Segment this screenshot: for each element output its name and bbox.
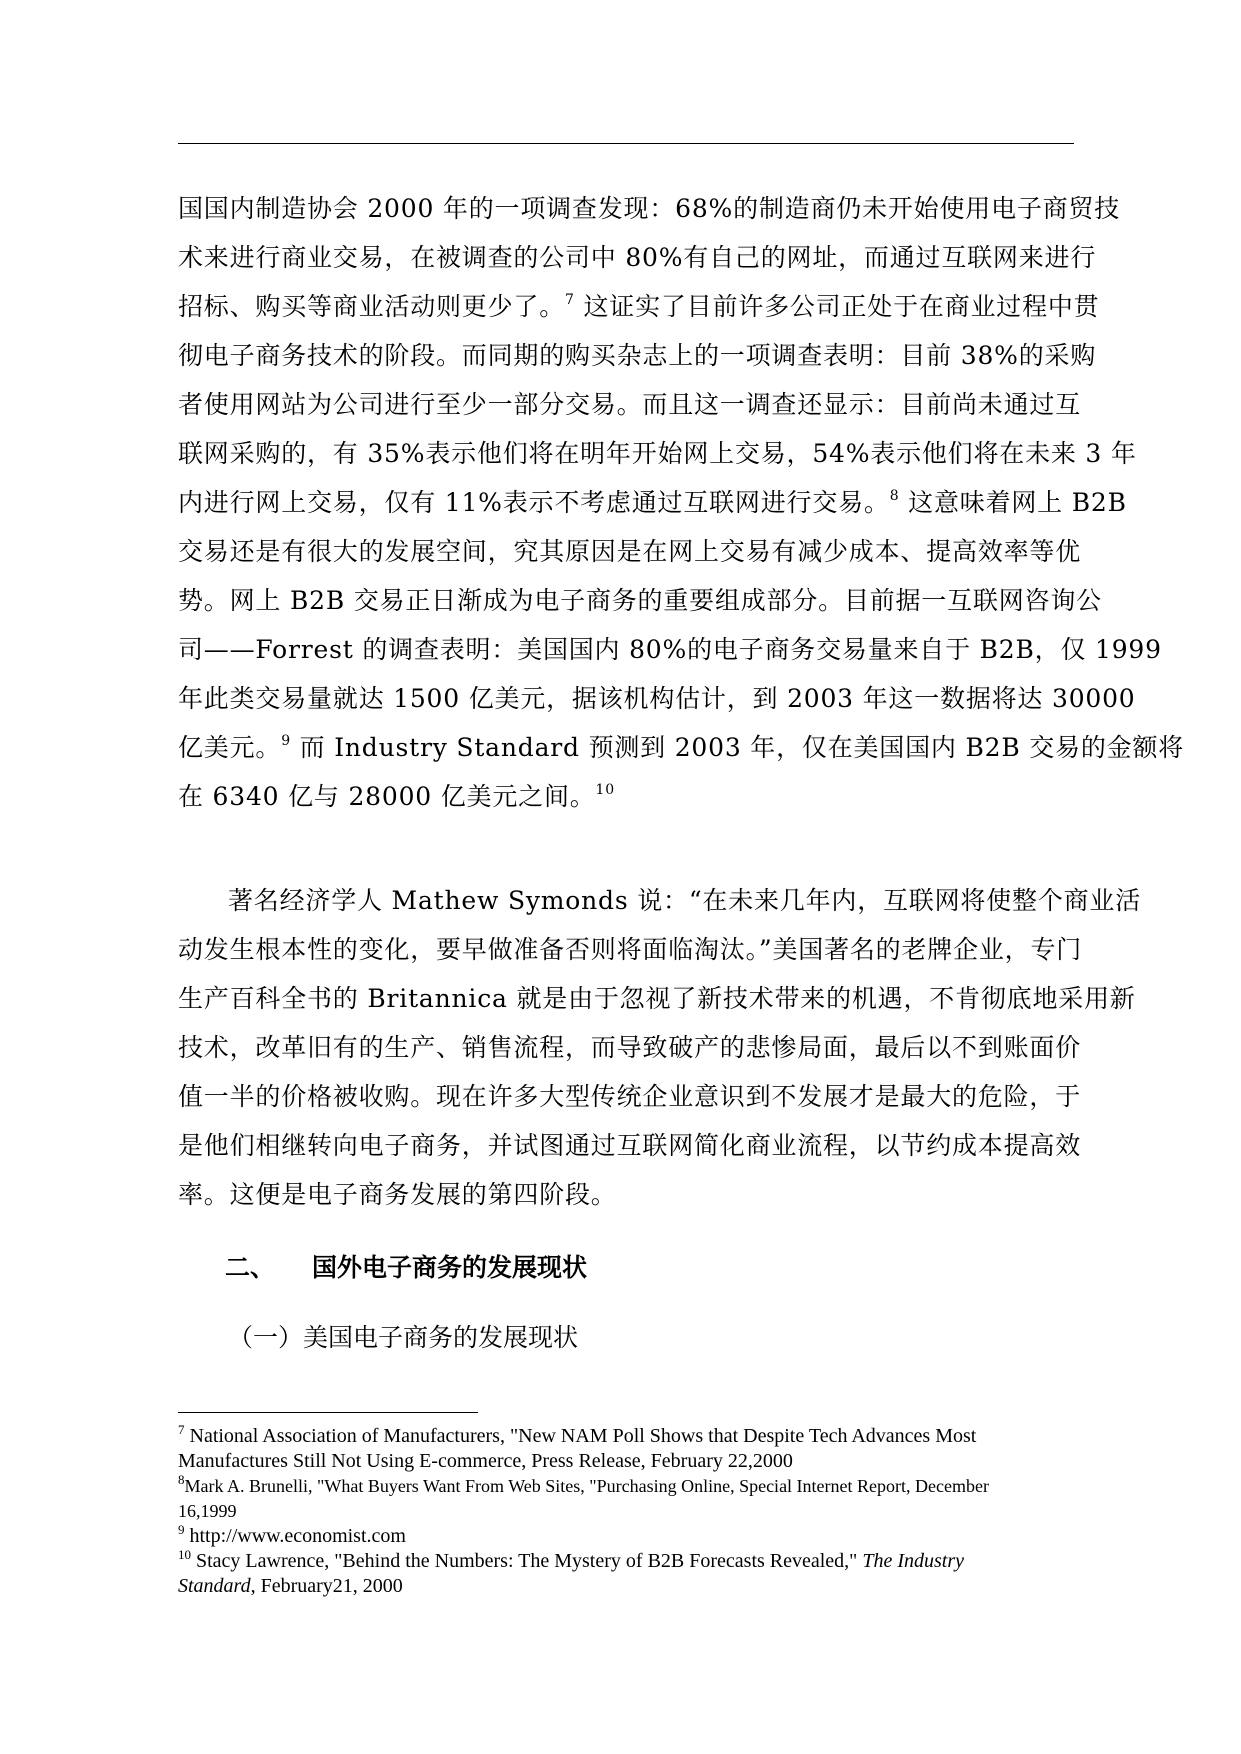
- text-line: 者使用网站为公司进行至少一部分交易。而且这一调查还显示：目前尚未通过互: [178, 390, 1082, 419]
- header-rule: [178, 143, 1074, 144]
- footnote-10: $^{10}$ Stacy Lawrence, "Behind the Numbers: The Mystery of B2B Forecasts Revealed," The Industry: [178, 1547, 965, 1572]
- footnote-7: $^7$ National Association of Manufacturers, "New NAM Poll Shows that Despite Tech Advances Most: [178, 1422, 977, 1447]
- text-line: 势。网上 B2B 交易正日渐成为电子商务的重要组成部分。目前据一互联网咨询公: [178, 586, 1102, 615]
- text-line: 是他们相继转向电子商务，并试图通过互联网简化商业流程，以节约成本提高效: [178, 1131, 1082, 1160]
- paragraph-2: [178, 876, 1142, 1219]
- section-title: 国外电子商务的发展现状: [312, 1253, 588, 1282]
- text-line: 值一半的价格被收购。现在许多大型传统企业意识到不发展才是最大的危险，于: [178, 1082, 1082, 1111]
- text-line: 内进行网上交易，仅有 11%表示不考虑通过互联网进行交易。$^8$ 这意味着网上 B2B: [178, 488, 1127, 517]
- footnote-separator: [178, 1412, 478, 1413]
- footnote-ref-9[interactable]: 9: [281, 733, 291, 749]
- footnote-ref-10[interactable]: 10: [595, 782, 615, 798]
- section-number: 二、: [225, 1253, 276, 1282]
- text-line: 技术，改革旧有的生产、销售流程，而导致破产的悲惨局面，最后以不到账面价: [178, 1033, 1082, 1062]
- text-line: 在 6340 亿与 28000 亿美元之间。$^{10}$: [178, 782, 615, 811]
- text-line: 术来进行商业交易，在被调查的公司中 80%有自己的网址，而通过互联网来进行: [178, 243, 1097, 272]
- section-heading: [225, 1248, 587, 1284]
- text-line: 率。这便是电子商务发展的第四阶段。: [178, 1180, 617, 1209]
- text-line: 生产百科全书的 Britannica 就是由于忽视了新技术带来的机遇，不肯彻底地采用新: [178, 984, 1136, 1013]
- text-line: 司——Forrest 的调查表明：美国国内 80%的电子商务交易量来自于 B2B，仅 1999: [178, 635, 1162, 664]
- footnotes: [178, 1424, 1078, 1599]
- footnote-ref-8[interactable]: 8: [889, 488, 900, 504]
- footnote-10-cont: Standard, February21, 2000: [178, 1575, 403, 1597]
- text-line: 彻电子商务技术的阶段。而同期的购买杂志上的一项调查表明：目前 38%的采购: [178, 341, 1097, 370]
- footnote-7-cont: Manufactures Still Not Using E-commerce, Press Release, February 22,2000: [178, 1450, 793, 1472]
- footnote-ref-7[interactable]: 7: [565, 292, 575, 308]
- text-line: 交易还是有很大的发展空间，究其原因是在网上交易有减少成本、提高效率等优: [178, 537, 1082, 566]
- footnote-link[interactable]: http://www.economist.com: [184, 1525, 406, 1547]
- footnote-8: $^8$Mark A. Brunelli, "What Buyers Want From Web Sites, "Purchasing Online, Special Internet Report, December: [178, 1472, 989, 1496]
- text-line: 联网采购的，有 35%表示他们将在明年开始网上交易，54%表示他们将在未来 3 年: [178, 439, 1137, 468]
- text-line: 著名经济学人 Mathew Symonds 说：“在未来几年内，互联网将使整个商业活: [228, 886, 1142, 915]
- footnote-8-cont: 16,1999: [178, 1501, 237, 1521]
- subsection-heading: （一）美国电子商务的发展现状: [228, 1323, 579, 1352]
- text-line: 动发生根本性的变化，要早做准备否则将面临淘汰。”美国著名的老牌企业，专门: [178, 935, 1083, 964]
- text-line: 招标、购买等商业活动则更少了。$^7$ 这证实了目前许多公司正处于在商业过程中贯: [178, 292, 1100, 321]
- text-line: 年此类交易量就达 1500 亿美元，据该机构估计，到 2003 年这一数据将达 30000: [178, 684, 1136, 713]
- text-line: 国国内制造协会 2000 年的一项调查发现：68%的制造商仍未开始使用电子商贸技: [178, 194, 1121, 223]
- paragraph-1: [178, 184, 1185, 821]
- text-line: 亿美元。$^9$ 而 Industry Standard 预测到 2003 年，仅在美国国内 B2B 交易的金额将: [178, 733, 1185, 762]
- footnote-9: $^9$ http://www.economist.com: [178, 1522, 406, 1547]
